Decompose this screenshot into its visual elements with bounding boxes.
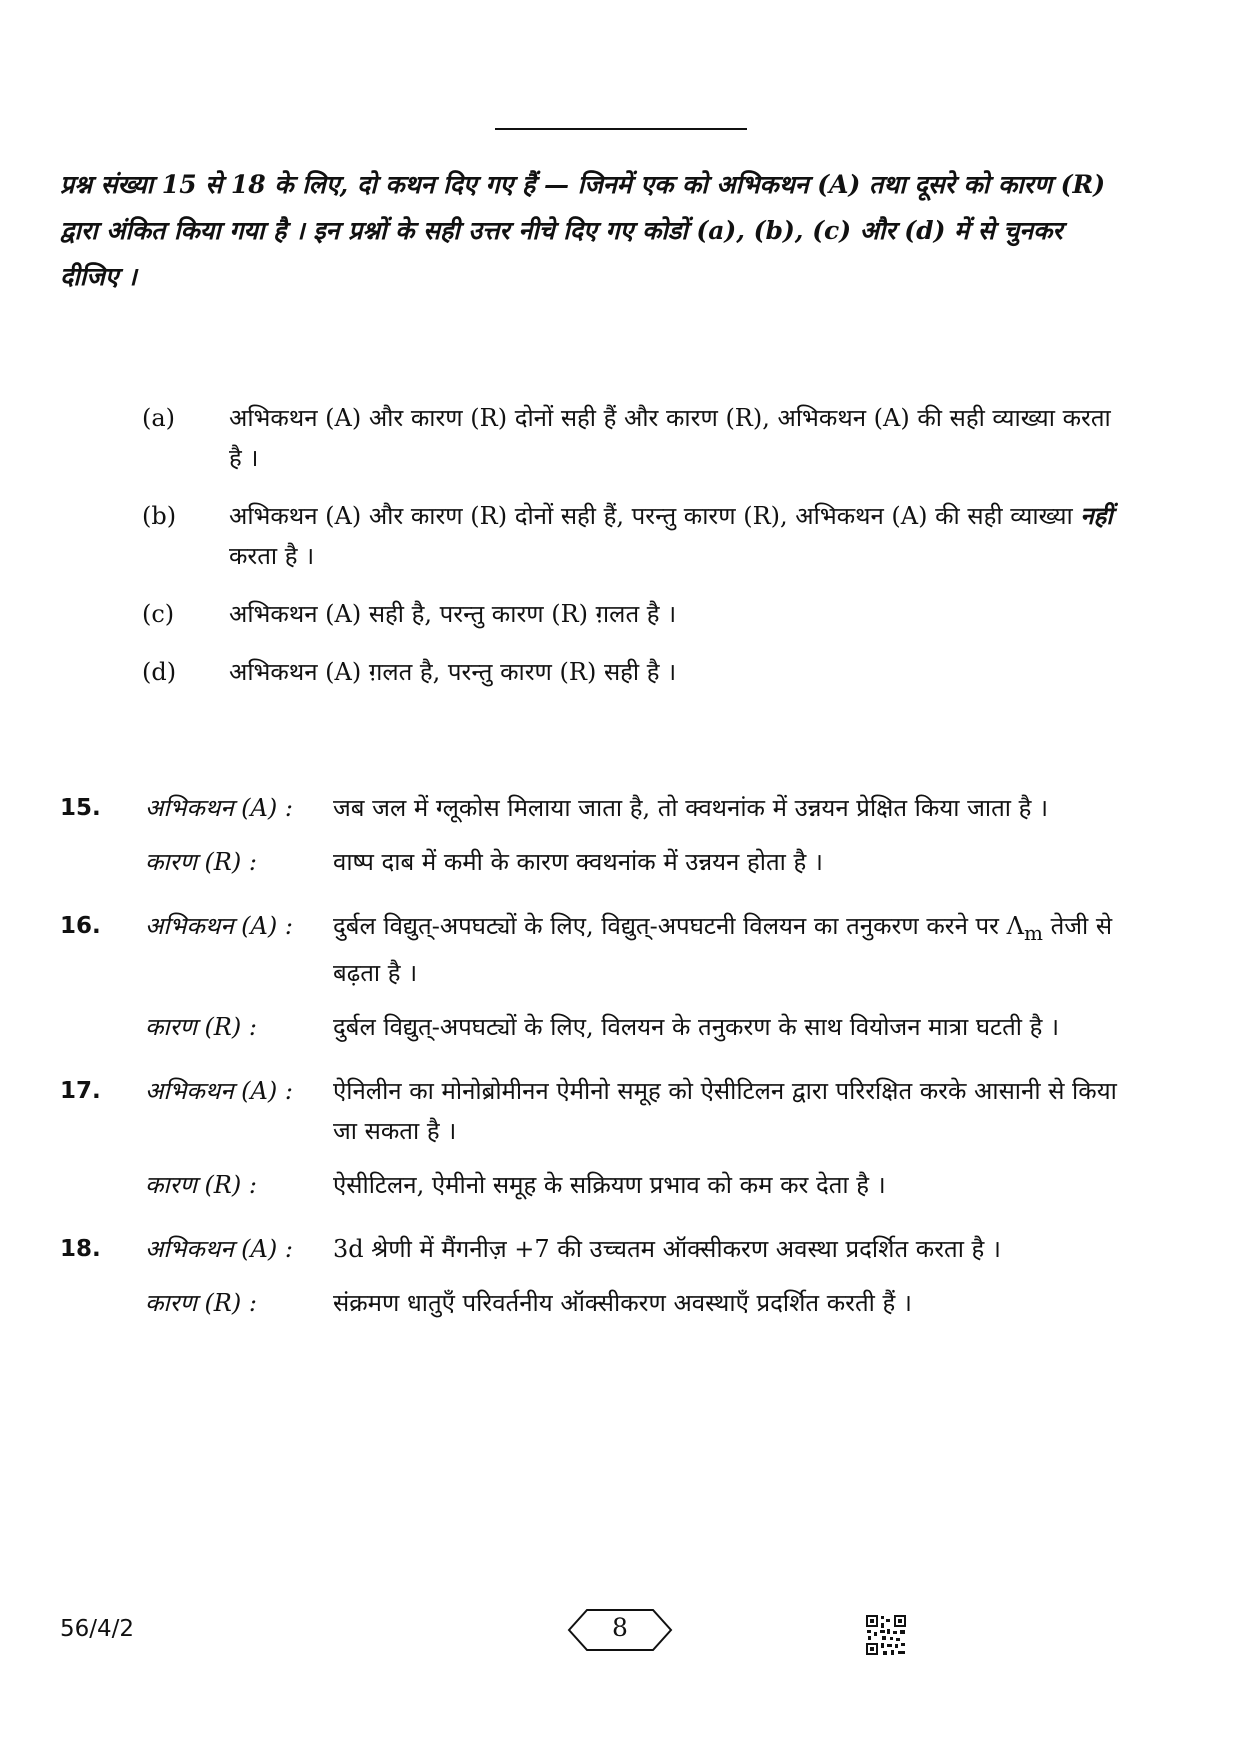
assertion-label: अभिकथन (A) : bbox=[145, 912, 293, 940]
option-text: अभिकथन (A) और कारण (R) दोनों सही हैं और कारण (R), अभिकथन (A) की सही व्याख्या करता है । bbox=[229, 404, 1111, 472]
reason-text: संक्रमण धातुएँ परिवर्तनीय ऑक्सीकरण अवस्थाएँ प्रदर्शित करती हैं । bbox=[333, 1288, 912, 1317]
option-label: (a) bbox=[142, 404, 176, 432]
assertion-label: अभिकथन (A) : bbox=[145, 1076, 293, 1105]
top-rule bbox=[495, 128, 747, 130]
question-number: 15. bbox=[60, 795, 101, 821]
molar-conductivity-symbol: Λ bbox=[1006, 912, 1024, 940]
molar-conductivity-subscript: m bbox=[1023, 920, 1043, 945]
qr-code-icon bbox=[865, 1614, 907, 1656]
assertion-text: ऐनिलीन का मोनोब्रोमीनन ऐमीनो समूह को ऐसीटिलन द्वारा परिरक्षित करके आसानी से किया जा सकता है । bbox=[333, 1076, 1117, 1145]
assertion-label: अभिकथन (A) : bbox=[145, 794, 293, 822]
instructions: प्रश्न संख्या 15 से 18 के लिए, दो कथन दिए गए हैं — जिनमें एक को अभिकथन (A) तथा दूसरे को कारण (R) द्वारा अंकित किया गया है । इन प्रश्नों के सही उत्तर नीचे दिए गए कोडों (a), (b), (c) और (d) में से चुनकर दीजिए । bbox=[60, 170, 1106, 291]
reason-label: कारण (R) : bbox=[145, 1288, 257, 1317]
question-17 bbox=[60, 1071, 1124, 1205]
reason-label: कारण (R) : bbox=[145, 1170, 257, 1199]
question-list bbox=[60, 788, 1124, 1347]
paper-code: 56/4/2 bbox=[60, 1616, 135, 1642]
page-number-badge bbox=[565, 1607, 675, 1653]
page-number: 8 bbox=[612, 1613, 628, 1642]
question-15 bbox=[60, 788, 1124, 882]
question-number: 18. bbox=[60, 1235, 101, 1262]
option-c bbox=[142, 594, 1124, 634]
question-number: 17. bbox=[60, 1077, 101, 1104]
answer-options bbox=[142, 398, 1124, 710]
reason-label: कारण (R) : bbox=[145, 848, 257, 876]
option-d bbox=[142, 652, 1124, 692]
assertion-text-part: तेजी से बढ़ता है । bbox=[333, 912, 1113, 987]
reason-text: वाष्प दाब में कमी के कारण क्वथनांक में उन्नयन होता है । bbox=[333, 848, 823, 876]
option-text-part: अभिकथन (A) और कारण (R) दोनों सही हैं, परन्तु कारण (R), अभिकथन (A) की सही व्याख्या bbox=[229, 502, 1081, 530]
option-text: अभिकथन (A) ग़लत है, परन्तु कारण (R) सही है । bbox=[229, 658, 677, 686]
question-number: 16. bbox=[60, 913, 101, 939]
question-18 bbox=[60, 1229, 1124, 1323]
reason-label: कारण (R) : bbox=[145, 1012, 257, 1041]
assertion-text: 3d श्रेणी में मैंगनीज़ +7 की उच्चतम ऑक्सीकरण अवस्था प्रदर्शित करता है । bbox=[333, 1234, 1002, 1263]
assertion-text: जब जल में ग्लूकोस मिलाया जाता है, तो क्वथनांक में उन्नयन प्रेक्षित किया जाता है । bbox=[333, 794, 1049, 822]
option-b bbox=[142, 496, 1124, 576]
option-a bbox=[142, 398, 1124, 478]
option-emphasis: नहीं bbox=[1080, 501, 1113, 530]
assertion-text-part: दुर्बल विद्युत्-अपघट्यों के लिए, विद्युत्-अपघटनी विलयन का तनुकरण करने पर bbox=[333, 912, 1007, 940]
option-label: (b) bbox=[142, 502, 177, 530]
option-label: (c) bbox=[142, 600, 175, 628]
option-label: (d) bbox=[142, 658, 177, 686]
reason-text: दुर्बल विद्युत्-अपघट्यों के लिए, विलयन के तनुकरण के साथ वियोजन मात्रा घटती है । bbox=[333, 1012, 1060, 1041]
assertion-label: अभिकथन (A) : bbox=[145, 1234, 293, 1263]
option-text: अभिकथन (A) सही है, परन्तु कारण (R) ग़लत है । bbox=[229, 600, 677, 628]
reason-text: ऐसीटिलन, ऐमीनो समूह के सक्रियण प्रभाव को कम कर देता है । bbox=[333, 1170, 886, 1199]
option-text-part: करता है । bbox=[229, 542, 315, 570]
question-16 bbox=[60, 906, 1124, 1047]
assertion-text bbox=[333, 906, 1124, 993]
option-text bbox=[229, 496, 1124, 576]
